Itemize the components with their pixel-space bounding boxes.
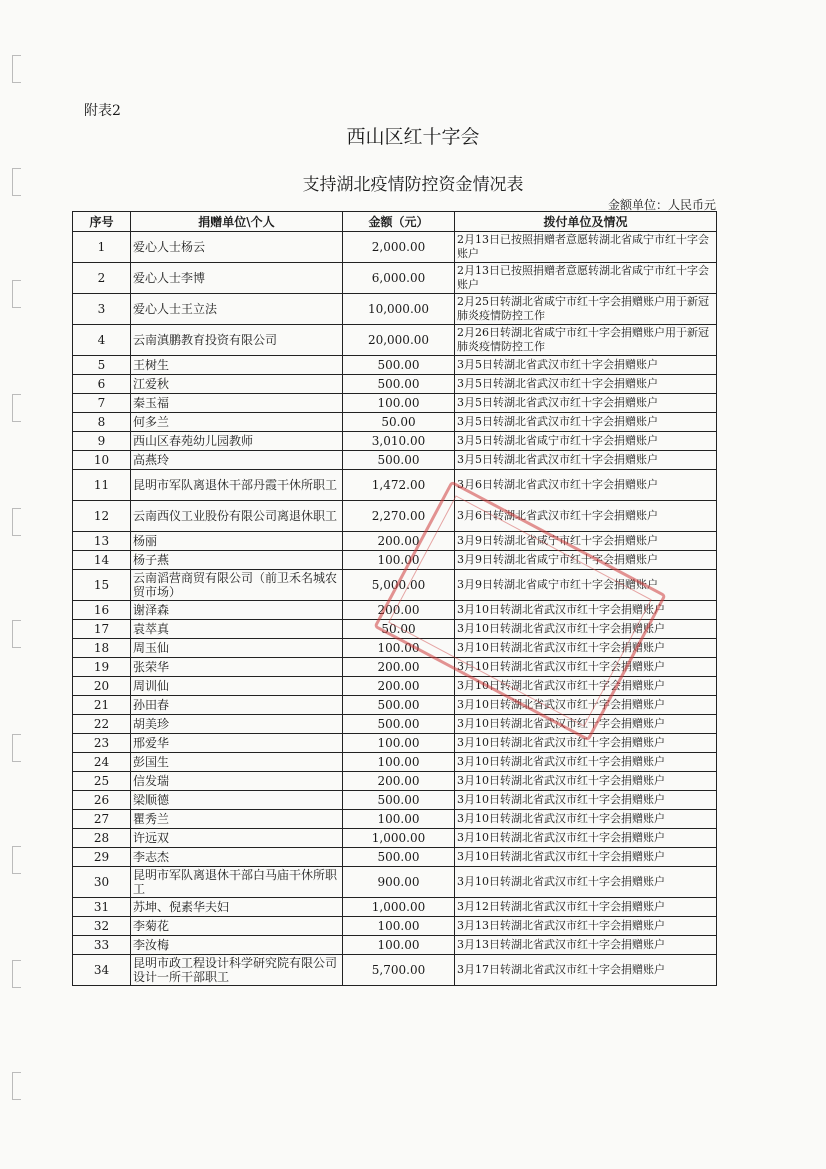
binding-mark	[12, 960, 21, 988]
donor-name: 孙田春	[131, 696, 343, 715]
table-row	[73, 451, 717, 470]
allocation-note: 2月25日转湖北省咸宁市红十字会捐赠账户用于新冠肺炎疫情防控工作	[455, 294, 717, 325]
donor-name: 邢爱华	[131, 734, 343, 753]
donation-amount: 200.00	[343, 532, 455, 551]
donation-amount: 200.00	[343, 772, 455, 791]
table-row	[73, 294, 717, 325]
donation-amount: 100.00	[343, 639, 455, 658]
donor-name: 梁顺德	[131, 791, 343, 810]
donation-amount: 500.00	[343, 715, 455, 734]
donor-name: 高燕玲	[131, 451, 343, 470]
donation-amount: 100.00	[343, 394, 455, 413]
allocation-note: 3月10日转湖北省武汉市红十字会捐赠账户	[455, 696, 717, 715]
table-row	[73, 532, 717, 551]
donation-amount: 20,000.00	[343, 325, 455, 356]
donation-amount: 500.00	[343, 451, 455, 470]
table-row	[73, 470, 717, 501]
donor-name: 王树生	[131, 356, 343, 375]
row-number: 33	[73, 936, 131, 955]
row-number: 10	[73, 451, 131, 470]
donation-amount: 10,000.00	[343, 294, 455, 325]
binding-mark	[12, 846, 21, 874]
donor-name: 江爱秋	[131, 375, 343, 394]
allocation-note: 3月13日转湖北省武汉市红十字会捐赠账户	[455, 917, 717, 936]
donation-amount: 100.00	[343, 551, 455, 570]
allocation-note: 3月12日转湖北省武汉市红十字会捐赠账户	[455, 898, 717, 917]
allocation-note: 3月5日转湖北省武汉市红十字会捐赠账户	[455, 413, 717, 432]
donation-amount: 200.00	[343, 677, 455, 696]
donation-amount: 100.00	[343, 810, 455, 829]
donation-amount: 100.00	[343, 753, 455, 772]
donor-name: 许远双	[131, 829, 343, 848]
table-row	[73, 413, 717, 432]
row-number: 34	[73, 955, 131, 986]
row-number: 20	[73, 677, 131, 696]
binding-mark	[12, 620, 21, 648]
row-number: 23	[73, 734, 131, 753]
row-number: 17	[73, 620, 131, 639]
row-number: 14	[73, 551, 131, 570]
table-header-row	[73, 212, 717, 232]
allocation-note: 2月13日已按照捐赠者意愿转湖北省咸宁市红十字会账户	[455, 232, 717, 263]
row-number: 21	[73, 696, 131, 715]
row-number: 30	[73, 867, 131, 898]
table-row	[73, 810, 717, 829]
binding-mark	[12, 1072, 21, 1100]
organization-title: 西山区红十字会	[346, 126, 480, 148]
column-header-amount: 金额（元）	[343, 212, 455, 232]
donor-name: 秦玉福	[131, 394, 343, 413]
donation-amount: 3,010.00	[343, 432, 455, 451]
row-number: 16	[73, 601, 131, 620]
binding-mark	[12, 280, 21, 308]
donor-name: 云南滇鹏教育投资有限公司	[131, 325, 343, 356]
allocation-note: 3月10日转湖北省武汉市红十字会捐赠账户	[455, 867, 717, 898]
donation-amount: 5,700.00	[343, 955, 455, 986]
allocation-note: 3月9日转湖北省咸宁市红十字会捐赠账户	[455, 551, 717, 570]
allocation-note: 3月10日转湖北省武汉市红十字会捐赠账户	[455, 620, 717, 639]
binding-mark	[12, 394, 21, 422]
donation-amount: 1,000.00	[343, 829, 455, 848]
donation-amount: 500.00	[343, 375, 455, 394]
row-number: 5	[73, 356, 131, 375]
donor-name: 爱心人士杨云	[131, 232, 343, 263]
allocation-note: 3月6日转湖北省武汉市红十字会捐赠账户	[455, 470, 717, 501]
donor-name: 杨丽	[131, 532, 343, 551]
row-number: 29	[73, 848, 131, 867]
row-number: 9	[73, 432, 131, 451]
table-row	[73, 325, 717, 356]
donor-name: 胡美珍	[131, 715, 343, 734]
table-row	[73, 601, 717, 620]
donation-amount: 200.00	[343, 601, 455, 620]
donor-name: 杨子燕	[131, 551, 343, 570]
donation-amount: 200.00	[343, 658, 455, 677]
allocation-note: 3月5日转湖北省武汉市红十字会捐赠账户	[455, 375, 717, 394]
row-number: 12	[73, 501, 131, 532]
row-number: 19	[73, 658, 131, 677]
table-row	[73, 917, 717, 936]
allocation-note: 3月9日转湖北省咸宁市红十字会捐赠账户	[455, 570, 717, 601]
table-row	[73, 677, 717, 696]
table-row	[73, 501, 717, 532]
allocation-note: 3月13日转湖北省武汉市红十字会捐赠账户	[455, 936, 717, 955]
donor-name: 爱心人士王立法	[131, 294, 343, 325]
donation-table	[72, 211, 717, 986]
table-row	[73, 734, 717, 753]
column-header-donor: 捐赠单位\个人	[131, 212, 343, 232]
table-row	[73, 263, 717, 294]
donor-name: 昆明市军队离退休干部丹霞干休所职工	[131, 470, 343, 501]
table-row	[73, 356, 717, 375]
table-row	[73, 829, 717, 848]
table-row	[73, 753, 717, 772]
row-number: 11	[73, 470, 131, 501]
row-number: 28	[73, 829, 131, 848]
donor-name: 李汝梅	[131, 936, 343, 955]
allocation-note: 3月5日转湖北省咸宁市红十字会捐赠账户	[455, 432, 717, 451]
allocation-note: 3月10日转湖北省武汉市红十字会捐赠账户	[455, 810, 717, 829]
donation-amount: 50.00	[343, 620, 455, 639]
donor-name: 爱心人士李博	[131, 263, 343, 294]
table-row	[73, 936, 717, 955]
donation-amount: 5,000.00	[343, 570, 455, 601]
row-number: 32	[73, 917, 131, 936]
donation-amount: 100.00	[343, 734, 455, 753]
allocation-note: 3月10日转湖北省武汉市红十字会捐赠账户	[455, 658, 717, 677]
table-row	[73, 394, 717, 413]
table-row	[73, 620, 717, 639]
donor-name: 周训仙	[131, 677, 343, 696]
row-number: 15	[73, 570, 131, 601]
row-number: 3	[73, 294, 131, 325]
row-number: 6	[73, 375, 131, 394]
row-number: 1	[73, 232, 131, 263]
table-title: 支持湖北疫情防控资金情况表	[302, 175, 524, 195]
donor-name: 昆明市军队离退休干部白马庙干休所职工	[131, 867, 343, 898]
binding-mark	[12, 734, 21, 762]
donor-name: 张荣华	[131, 658, 343, 677]
donation-amount: 500.00	[343, 791, 455, 810]
table-row	[73, 772, 717, 791]
donor-name: 何多兰	[131, 413, 343, 432]
donation-amount: 50.00	[343, 413, 455, 432]
donor-name: 瞿秀兰	[131, 810, 343, 829]
donor-name: 李志杰	[131, 848, 343, 867]
table-body	[73, 232, 717, 986]
row-number: 2	[73, 263, 131, 294]
donor-name: 云南滔营商贸有限公司（前卫禾名城农贸市场）	[131, 570, 343, 601]
table-row	[73, 848, 717, 867]
table-row	[73, 551, 717, 570]
donation-amount: 2,000.00	[343, 232, 455, 263]
allocation-note: 3月10日转湖北省武汉市红十字会捐赠账户	[455, 791, 717, 810]
donation-amount: 2,270.00	[343, 501, 455, 532]
table-row	[73, 867, 717, 898]
table-row	[73, 898, 717, 917]
donation-amount: 100.00	[343, 936, 455, 955]
donation-amount: 6,000.00	[343, 263, 455, 294]
donor-name: 西山区春苑幼儿园教师	[131, 432, 343, 451]
allocation-note: 2月13日已按照捐赠者意愿转湖北省咸宁市红十字会账户	[455, 263, 717, 294]
table-row	[73, 432, 717, 451]
donation-amount: 900.00	[343, 867, 455, 898]
currency-unit-note: 金额单位：人民币元	[607, 198, 716, 212]
allocation-note: 3月5日转湖北省武汉市红十字会捐赠账户	[455, 394, 717, 413]
donor-name: 周玉仙	[131, 639, 343, 658]
allocation-note: 3月10日转湖北省武汉市红十字会捐赠账户	[455, 829, 717, 848]
table-row	[73, 791, 717, 810]
allocation-note: 3月5日转湖北省武汉市红十字会捐赠账户	[455, 356, 717, 375]
binding-mark	[12, 508, 21, 536]
donor-name: 李菊花	[131, 917, 343, 936]
table-row	[73, 715, 717, 734]
allocation-note: 3月5日转湖北省武汉市红十字会捐赠账户	[455, 451, 717, 470]
table-row	[73, 375, 717, 394]
donation-amount: 1,000.00	[343, 898, 455, 917]
allocation-note: 3月10日转湖北省武汉市红十字会捐赠账户	[455, 677, 717, 696]
column-header-number: 序号	[73, 212, 131, 232]
donation-amount: 500.00	[343, 356, 455, 375]
donation-amount: 500.00	[343, 696, 455, 715]
allocation-note: 3月10日转湖北省武汉市红十字会捐赠账户	[455, 753, 717, 772]
row-number: 25	[73, 772, 131, 791]
table-row	[73, 570, 717, 601]
row-number: 7	[73, 394, 131, 413]
binding-mark	[12, 55, 21, 83]
allocation-note: 2月26日转湖北省咸宁市红十字会捐赠账户用于新冠肺炎疫情防控工作	[455, 325, 717, 356]
table-row	[73, 658, 717, 677]
row-number: 27	[73, 810, 131, 829]
table-row	[73, 696, 717, 715]
row-number: 4	[73, 325, 131, 356]
table-row	[73, 639, 717, 658]
table-row	[73, 232, 717, 263]
allocation-note: 3月17日转湖北省武汉市红十字会捐赠账户	[455, 955, 717, 986]
row-number: 24	[73, 753, 131, 772]
allocation-note: 3月10日转湖北省武汉市红十字会捐赠账户	[455, 848, 717, 867]
row-number: 8	[73, 413, 131, 432]
allocation-note: 3月10日转湖北省武汉市红十字会捐赠账户	[455, 639, 717, 658]
annex-label: 附表2	[84, 103, 121, 119]
row-number: 22	[73, 715, 131, 734]
donation-amount: 100.00	[343, 917, 455, 936]
donor-name: 谢泽森	[131, 601, 343, 620]
allocation-note: 3月9日转湖北省咸宁市红十字会捐赠账户	[455, 532, 717, 551]
donor-name: 苏坤、倪素华夫妇	[131, 898, 343, 917]
row-number: 13	[73, 532, 131, 551]
donation-amount: 500.00	[343, 848, 455, 867]
allocation-note: 3月10日转湖北省武汉市红十字会捐赠账户	[455, 601, 717, 620]
allocation-note: 3月10日转湖北省武汉市红十字会捐赠账户	[455, 772, 717, 791]
donor-name: 信发瑞	[131, 772, 343, 791]
donor-name: 袁萃真	[131, 620, 343, 639]
row-number: 26	[73, 791, 131, 810]
row-number: 18	[73, 639, 131, 658]
allocation-note: 3月6日转湖北省武汉市红十字会捐赠账户	[455, 501, 717, 532]
allocation-note: 3月10日转湖北省武汉市红十字会捐赠账户	[455, 734, 717, 753]
donor-name: 彭国生	[131, 753, 343, 772]
donation-amount: 1,472.00	[343, 470, 455, 501]
table-row	[73, 955, 717, 986]
allocation-note: 3月10日转湖北省武汉市红十字会捐赠账户	[455, 715, 717, 734]
donor-name: 云南西仪工业股份有限公司离退休职工	[131, 501, 343, 532]
donor-name: 昆明市政工程设计科学研究院有限公司设计一所干部职工	[131, 955, 343, 986]
row-number: 31	[73, 898, 131, 917]
column-header-allocation: 拨付单位及情况	[455, 212, 717, 232]
